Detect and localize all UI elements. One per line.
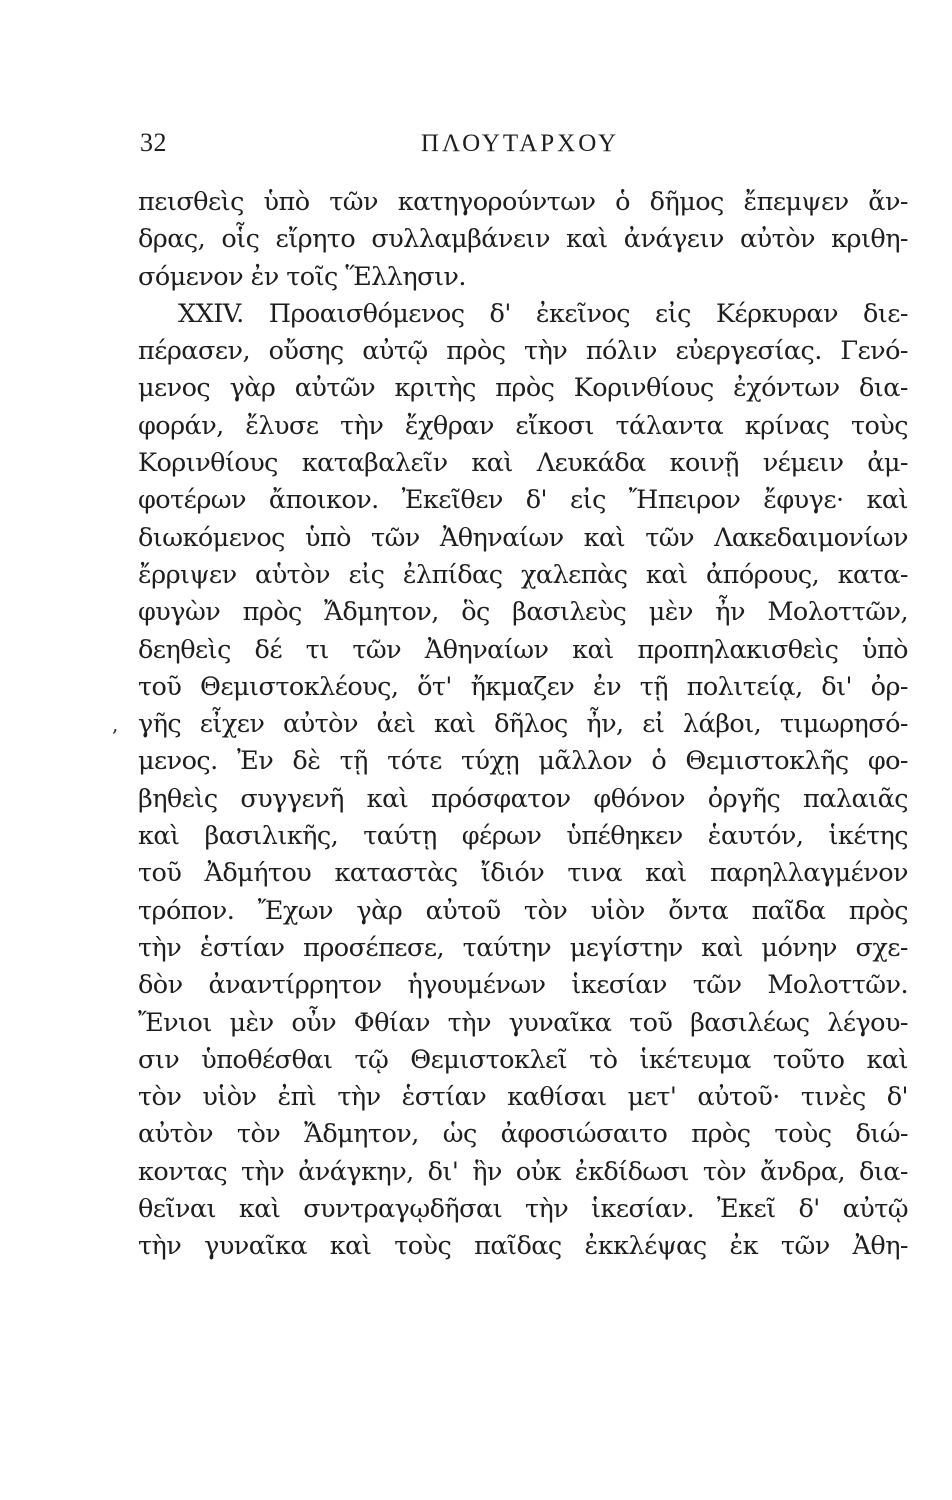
text-line: βηθεὶς συγγενῆ καὶ πρόσφατον φθόνον ὀργῆς παλαιᾶς xyxy=(138,783,908,814)
book-title: ΠΛΟΥΤΑΡΧΟΥ xyxy=(420,130,620,157)
text-line: μενος γὰρ αὐτῶν κριτὴς πρὸς Κορινθίους ἐχόντων δια- xyxy=(138,373,908,404)
text-line: μενος. Ἐν δὲ τῇ τότε τύχῃ μᾶλλον ὁ Θεμιστοκλῆς φο- xyxy=(138,746,908,777)
text-line: τοῦ Θεμιστοκλέους, ὅτ' ἤκμαζεν ἐν τῇ πολιτείᾳ, δι' ὀρ- xyxy=(138,671,908,702)
text-line: καὶ βασιλικῆς, ταύτῃ φέρων ὑπέθηκεν ἑαυτόν, ἱκέτης xyxy=(138,821,908,852)
text-line: τρόπον. Ἔχων γὰρ αὐτοῦ τὸν υἱὸν ὄντα παῖδα πρὸς xyxy=(138,895,908,926)
text-line: τὴν γυναῖκα καὶ τοὺς παῖδας ἐκκλέψας ἐκ τῶν Ἀθη- xyxy=(138,1231,908,1262)
running-head xyxy=(140,128,900,168)
text-line: φυγὼν πρὸς Ἄδμητον, ὃς βασιλεὺς μὲν ἦν Μολοττῶν, xyxy=(138,597,908,628)
text-line: δεηθεὶς δέ τι τῶν Ἀθηναίων καὶ προπηλακισθεὶς ὑπὸ xyxy=(138,634,908,665)
text-line: δὸν ἀναντίρρητον ἡγουμένων ἱκεσίαν τῶν Μολοττῶν. xyxy=(138,970,908,1001)
text-line: θεῖναι καὶ συντραγῳδῆσαι τὴν ἱκεσίαν. Ἐκεῖ δ' αὐτῷ xyxy=(138,1194,908,1225)
text-line: σόμενον ἐν τοῖς Ἕλλησιν. xyxy=(138,261,466,292)
chapter-start-line: XXIV. Προαισθόμενος δ' ἐκεῖνος εἰς Κέρκυραν διε- xyxy=(178,298,908,329)
text-line: δρας, οἷς εἴρητο συλλαμβάνειν καὶ ἀνάγειν αὐτὸν κριθη- xyxy=(138,224,908,255)
text-line: Ἔνιοι μὲν οὖν Φθίαν τὴν γυναῖκα τοῦ βασιλέως λέγου- xyxy=(138,1007,908,1038)
text-line: πεισθεὶς ὑπὸ τῶν κατηγορούντων ὁ δῆμος ἔπεμψεν ἄν- xyxy=(138,187,908,217)
text-line: αὐτὸν τὸν Ἄδμητον, ὡς ἀφοσιώσαιτο πρὸς τοὺς διώ- xyxy=(138,1119,908,1150)
text-line: ἔρριψεν αὑτὸν εἰς ἐλπίδας χαλεπὰς καὶ ἀπόρους, κατα- xyxy=(138,559,908,590)
text-line: σιν ὑποθέσθαι τῷ Θεμιστοκλεῖ τὸ ἱκέτευμα τοῦτο καὶ xyxy=(138,1044,908,1075)
text-line: τὸν υἱὸν ἐπὶ τὴν ἑστίαν καθίσαι μετ' αὐτοῦ· τινὲς δ' xyxy=(138,1082,908,1113)
text-line: Κορινθίους καταβαλεῖν καὶ Λευκάδα κοινῇ νέμειν ἀμ- xyxy=(138,448,908,479)
text-line: τοῦ Ἀδμήτου καταστὰς ἴδιόν τινα καὶ παρηλλαγμένον xyxy=(138,858,908,889)
text-line: τὴν ἑστίαν προσέπεσε, ταύτην μεγίστην καὶ μόνην σχε- xyxy=(138,932,908,963)
text-line: φοτέρων ἄποικον. Ἐκεῖθεν δ' εἰς Ἤπειρον ἔφυγε· καὶ xyxy=(138,485,908,516)
text-line: κοντας τὴν ἀνάγκην, δι' ἣν οὐκ ἐκδίδωσι τὸν ἄνδρα, δια- xyxy=(138,1156,908,1187)
text-line: φοράν, ἔλυσε τὴν ἔχθραν εἴκοσι τάλαντα κρίνας τοὺς xyxy=(138,410,908,441)
text-line: γῆς εἶχεν αὐτὸν ἀεὶ καὶ δῆλος ἦν, εἰ λάβοι, τιμωρησό- xyxy=(138,709,908,740)
text-line: πέρασεν, οὔσης αὐτῷ πρὸς τὴν πόλιν εὐεργεσίας. Γενό- xyxy=(138,336,908,367)
page-number: 32 xyxy=(140,128,167,157)
margin-mark: , xyxy=(112,712,119,736)
body-text xyxy=(138,184,908,1266)
text-line: διωκόμενος ὑπὸ τῶν Ἀθηναίων καὶ τῶν Λακεδαιμονίων xyxy=(138,522,908,553)
